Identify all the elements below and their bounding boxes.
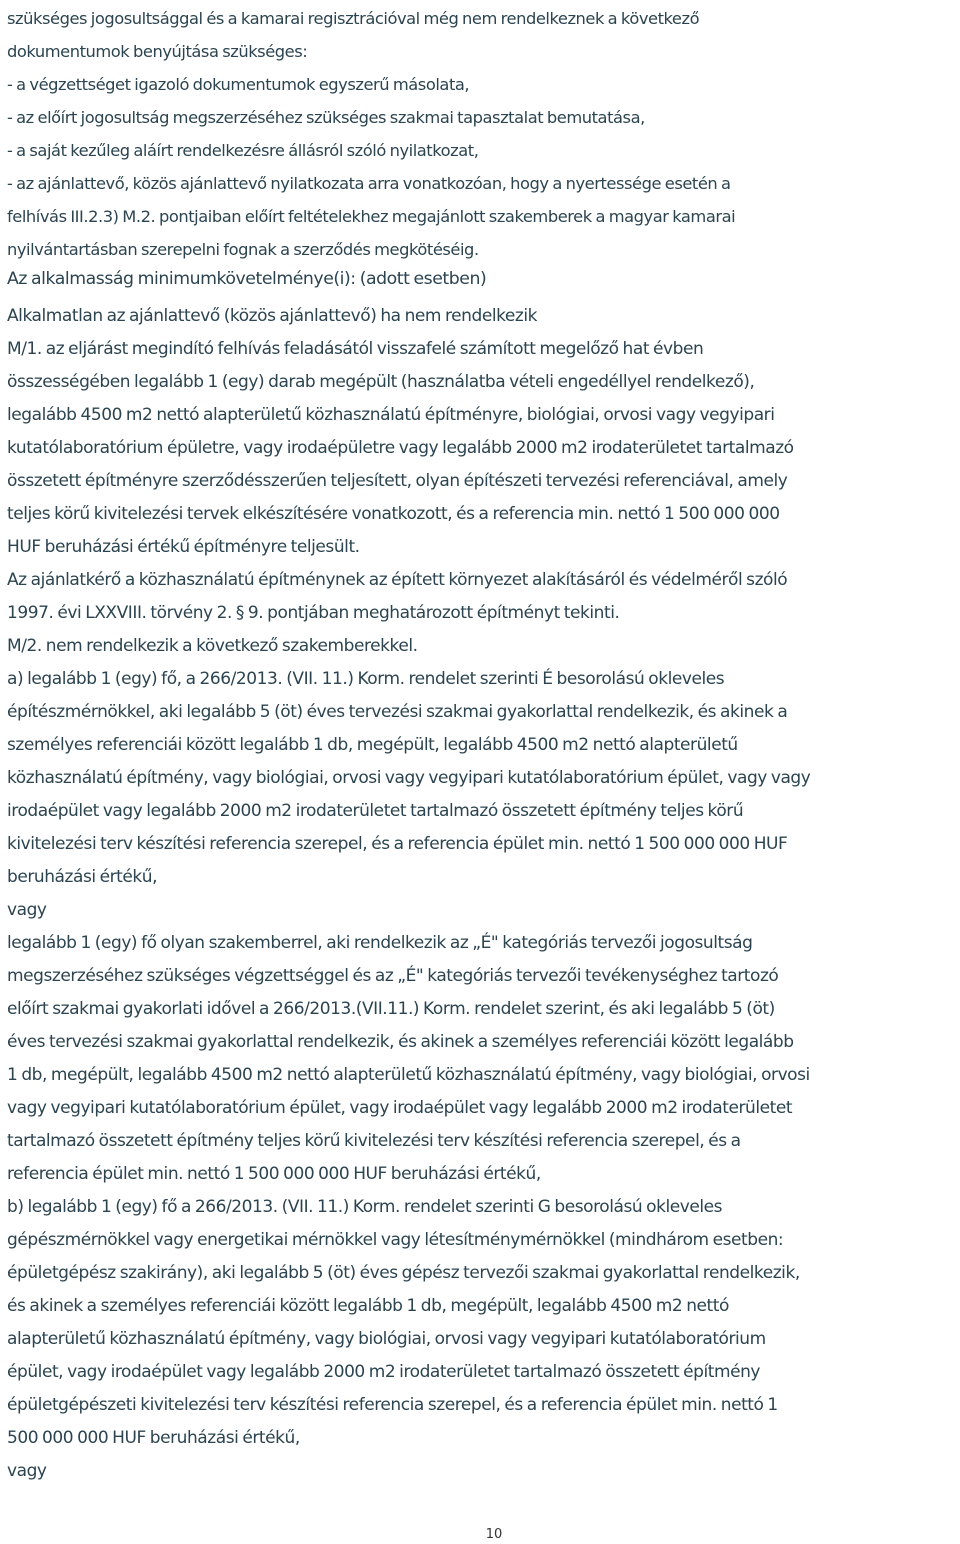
text-line: M/2. nem rendelkezik a következő szakemberekkel. xyxy=(7,636,418,656)
text-line: alapterületű közhasználatú építmény, vagy biológiai, orvosi vagy vegyipari kutatólaboratórium xyxy=(7,1329,766,1349)
text-line: b) legalább 1 (egy) fő a 266/2013. (VII. 11.) Korm. rendelet szerinti G besorolású okleveles xyxy=(7,1197,723,1217)
heading-text: Az alkalmasság minimumkövetelménye(i): (adott esetben) xyxy=(7,269,487,289)
text-line: - a végzettséget igazoló dokumentumok egyszerű másolata, xyxy=(7,75,470,94)
text-line: összességében legalább 1 (egy) darab megépült (használatba vételi engedéllyel rendelkező), xyxy=(7,372,755,392)
text-line: vagy xyxy=(7,1461,47,1481)
text-line: épületgépész szakirány), aki legalább 5 (öt) éves gépész tervezői szakmai gyakorlattal rendelkezik, xyxy=(7,1263,800,1283)
text-line: 500 000 000 HUF beruházási értékű, xyxy=(7,1428,300,1448)
text-line: személyes referenciái között legalább 1 db, megépült, legalább 4500 m2 nettó alapterületű xyxy=(7,735,738,755)
requirements-text xyxy=(7,300,810,1488)
text-line: teljes körű kivitelezési tervek elkészítésére vonatkozott, és a referencia min. nettó 1 500 000 000 xyxy=(7,504,780,524)
text-line: 1997. évi LXXVIII. törvény 2. § 9. pontjában meghatározott építményt tekinti. xyxy=(7,603,620,623)
text-line: nyilvántartásban szerepelni fognak a szerződés megkötéséig. xyxy=(7,240,479,259)
text-line: tartalmazó összetett építmény teljes körű kivitelezési terv készítési referencia szerepel, és a xyxy=(7,1131,741,1151)
text-line: és akinek a személyes referenciái között legalább 1 db, megépült, legalább 4500 m2 nettó xyxy=(7,1296,729,1316)
text-line: vagy vegyipari kutatólaboratórium épület, vagy irodaépület vagy legalább 2000 m2 irodaterületet xyxy=(7,1098,793,1118)
text-line: dokumentumok benyújtása szükséges: xyxy=(7,42,308,61)
text-line: - az ajánlattevő, közös ajánlattevő nyilatkozata arra vonatkozóan, hogy a nyertessége esetén a xyxy=(7,174,731,193)
text-line: közhasználatú építmény, vagy biológiai, orvosi vagy vegyipari kutatólaboratórium épület, vagy vagy xyxy=(7,768,811,788)
text-line: legalább 1 (egy) fő olyan szakemberrel, aki rendelkezik az „É" kategóriás tervezői jogosultság xyxy=(7,933,753,953)
text-line: M/1. az eljárást megindító felhívás feladásától visszafelé számított megelőző hat évben xyxy=(7,339,704,359)
text-line: szükséges jogosultsággal és a kamarai regisztrációval még nem rendelkeznek a következő xyxy=(7,9,700,28)
intro-paragraph xyxy=(7,2,735,266)
text-line: - az előírt jogosultság megszerzéséhez szükséges szakmai tapasztalat bemutatása, xyxy=(7,108,645,127)
page-number: 10 xyxy=(485,1527,503,1542)
text-line: HUF beruházási értékű építményre teljesült. xyxy=(7,537,360,557)
text-line: épületgépészeti kivitelezési terv készítési referencia szerepel, és a referencia épület min. nettó 1 xyxy=(7,1395,778,1415)
text-line: épület, vagy irodaépület vagy legalább 2000 m2 irodaterületet tartalmazó összetett építmény xyxy=(7,1362,761,1382)
text-line: Alkalmatlan az ajánlattevő (közös ajánlattevő) ha nem rendelkezik xyxy=(7,306,538,326)
text-line: a) legalább 1 (egy) fő, a 266/2013. (VII. 11.) Korm. rendelet szerinti É besorolású okleveles xyxy=(7,669,725,689)
text-line: vagy xyxy=(7,900,47,920)
text-line: kivitelezési terv készítési referencia szerepel, és a referencia épület min. nettó 1 500 000 000 HUF xyxy=(7,834,788,854)
text-line: előírt szakmai gyakorlati idővel a 266/2013.(VII.11.) Korm. rendelet szerint, és aki legalább 5 (öt) xyxy=(7,999,775,1019)
text-line: felhívás III.2.3) M.2. pontjaiban előírt feltételekhez megajánlott szakemberek a magyar kamarai xyxy=(7,207,736,226)
text-line: éves tervezési szakmai gyakorlattal rendelkezik, és akinek a személyes referenciái között legalább xyxy=(7,1032,794,1052)
text-line: legalább 4500 m2 nettó alapterületű közhasználatú építményre, biológiai, orvosi vagy vegyipari xyxy=(7,405,775,425)
text-line: - a saját kezűleg aláírt rendelkezésre állásról szóló nyilatkozat, xyxy=(7,141,479,160)
text-line: beruházási értékű, xyxy=(7,867,158,887)
text-line: építészmérnökkel, aki legalább 5 (öt) éves tervezési szakmai gyakorlattal rendelkezik, és akinek a xyxy=(7,702,788,722)
text-line: kutatólaboratórium épületre, vagy irodaépületre vagy legalább 2000 m2 irodaterületet tartalmazó xyxy=(7,438,794,458)
text-line: gépészmérnökkel vagy energetikai mérnökkel vagy létesítménymérnökkel (mindhárom esetben: xyxy=(7,1230,784,1250)
section-heading xyxy=(7,263,486,296)
text-line: összetett építményre szerződésszerűen teljesített, olyan építészeti tervezési referenciával, amely xyxy=(7,471,788,491)
text-line: megszerzéséhez szükséges végzettséggel és az „É" kategóriás tervezői tevékenységhez tartozó xyxy=(7,966,779,986)
text-line: Az ajánlatkérő a közhasználatú építménynek az épített környezet alakításáról és védelméről szóló xyxy=(7,570,788,590)
text-line: irodaépület vagy legalább 2000 m2 irodaterületet tartalmazó összetett építmény teljes körű xyxy=(7,801,744,821)
text-line: referencia épület min. nettó 1 500 000 000 HUF beruházási értékű, xyxy=(7,1164,541,1184)
text-line: 1 db, megépült, legalább 4500 m2 nettó alapterületű közhasználatú építmény, vagy biológiai, orvosi xyxy=(7,1065,810,1085)
